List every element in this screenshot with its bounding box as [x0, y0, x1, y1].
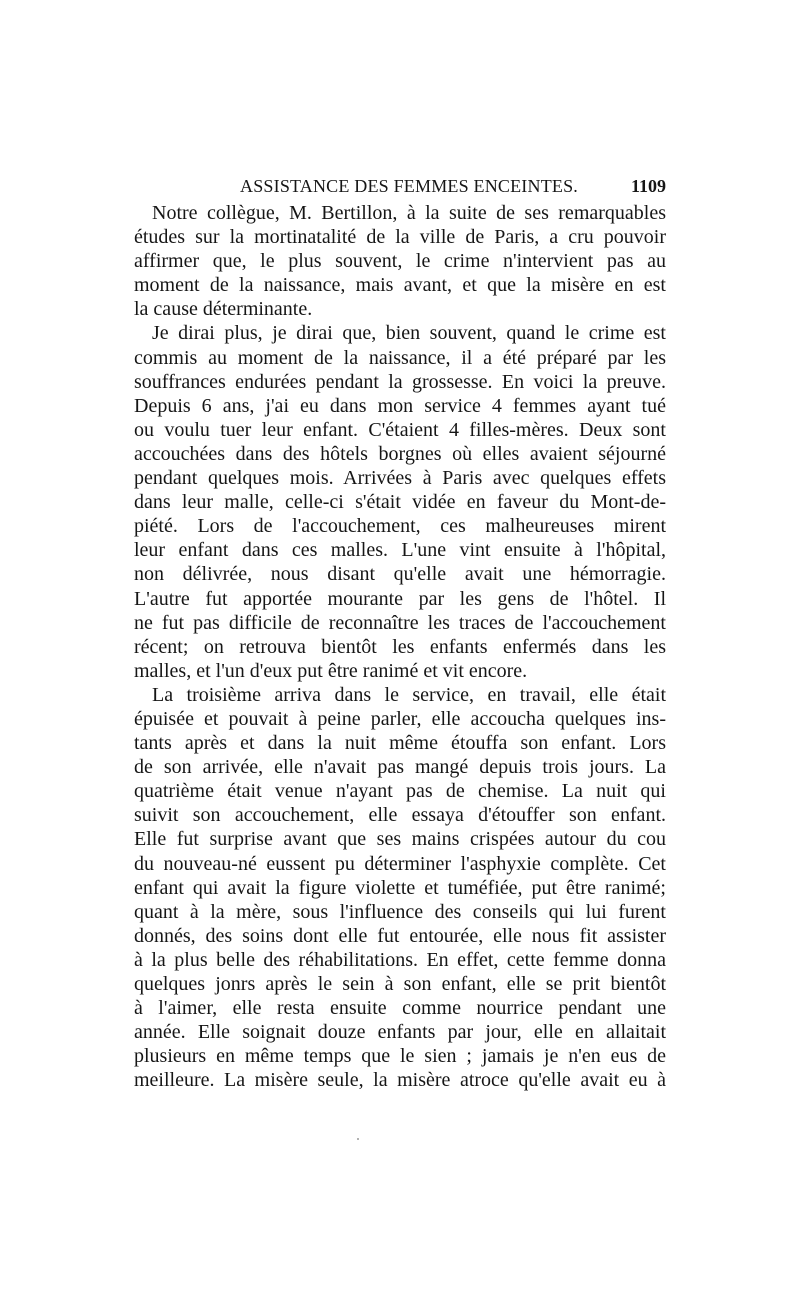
text-line: affirmer que, le plus souvent, le crime n'intervient pas au	[134, 250, 666, 273]
text-line: épuisée et pouvait à peine parler, elle accoucha quelques ins-	[134, 707, 666, 730]
text-line: malles, et l'un d'eux put être ranimé et vit encore.	[134, 659, 528, 682]
running-header	[134, 174, 666, 198]
running-title: ASSISTANCE DES FEMMES ENCEINTES.	[240, 176, 578, 196]
text-line: dans leur malle, celle-ci s'était vidée en faveur du Mont-de-	[134, 491, 666, 514]
text-line: récent; on retrouva bientôt les enfants enfermés dans les	[134, 635, 666, 658]
body-text	[134, 201, 666, 1092]
text-line: donnés, des soins dont elle fut entourée, elle nous fit assister	[134, 924, 666, 947]
text-line: souffrances endurées pendant la grossesse. En voici la preuve.	[134, 370, 666, 393]
text-line: ou voulu tuer leur enfant. C'étaient 4 filles-mères. Deux sont	[134, 418, 666, 441]
text-line: non délivrée, nous disant qu'elle avait une hémorragie.	[134, 563, 666, 586]
text-line: Depuis 6 ans, j'ai eu dans mon service 4 femmes ayant tué	[134, 394, 666, 417]
text-line: suivit son accouchement, elle essaya d'étouffer son enfant.	[134, 804, 666, 827]
text-line: tants après et dans la nuit même étouffa son enfant. Lors	[134, 732, 666, 755]
text-line: accouchées dans des hôtels borgnes où elles avaient séjourné	[134, 442, 666, 465]
text-line: du nouveau-né eussent pu déterminer l'asphyxie complète. Cet	[134, 852, 666, 875]
text-line: commis au moment de la naissance, il a été préparé par les	[134, 346, 666, 369]
page-number: 1109	[630, 176, 666, 196]
text-line: piété. Lors de l'accouchement, ces malheureuses mirent	[134, 515, 666, 538]
text-line: à la plus belle des réhabilitations. En effet, cette femme donna	[134, 948, 666, 971]
text-line: année. Elle soignait douze enfants par jour, elle en allaitait	[134, 1021, 666, 1044]
text-line: meilleure. La misère seule, la misère atroce qu'elle avait eu à	[134, 1069, 666, 1092]
text-line: la cause déterminante.	[134, 298, 313, 321]
text-line: leur enfant dans ces malles. L'une vint ensuite à l'hôpital,	[134, 539, 666, 562]
paragraph	[134, 201, 666, 321]
text-line: enfant qui avait la figure violette et tuméfiée, put être ranimé;	[134, 876, 666, 899]
text-line: quant à la mère, sous l'influence des conseils qui lui furent	[134, 900, 666, 923]
text-line: moment de la naissance, mais avant, et que la misère en est	[134, 274, 666, 297]
text-line: ne fut pas difficile de reconnaître les traces de l'accouchement	[134, 611, 666, 634]
text-line: pendant quelques mois. Arrivées à Paris avec quelques effets	[134, 467, 666, 490]
text-line: L'autre fut apportée mourante par les gens de l'hôtel. Il	[134, 587, 666, 610]
text-line: à l'aimer, elle resta ensuite comme nourrice pendant une	[134, 997, 666, 1020]
text-line: études sur la mortinatalité de la ville de Paris, a cru pouvoir	[134, 226, 666, 249]
paragraph	[134, 321, 666, 682]
text-line: La troisième arriva dans le service, en travail, elle était	[152, 683, 666, 706]
paragraph	[134, 683, 666, 1093]
text-line: Elle fut surprise avant que ses mains crispées autour du cou	[134, 828, 666, 851]
text-line: Je dirai plus, je dirai que, bien souvent, quand le crime est	[152, 322, 666, 345]
text-line: quatrième était venue n'ayant pas de chemise. La nuit qui	[134, 780, 666, 803]
text-line: quelques jonrs après le sein à son enfant, elle se prit bientôt	[134, 973, 666, 995]
ink-speck	[357, 1138, 359, 1140]
text-line: plusieurs en même temps que le sien ; jamais je n'en eus de	[134, 1045, 666, 1068]
text-line: de son arrivée, elle n'avait pas mangé depuis trois jours. La	[134, 756, 666, 779]
text-line: Notre collègue, M. Bertillon, à la suite de ses remarquables	[152, 202, 666, 224]
